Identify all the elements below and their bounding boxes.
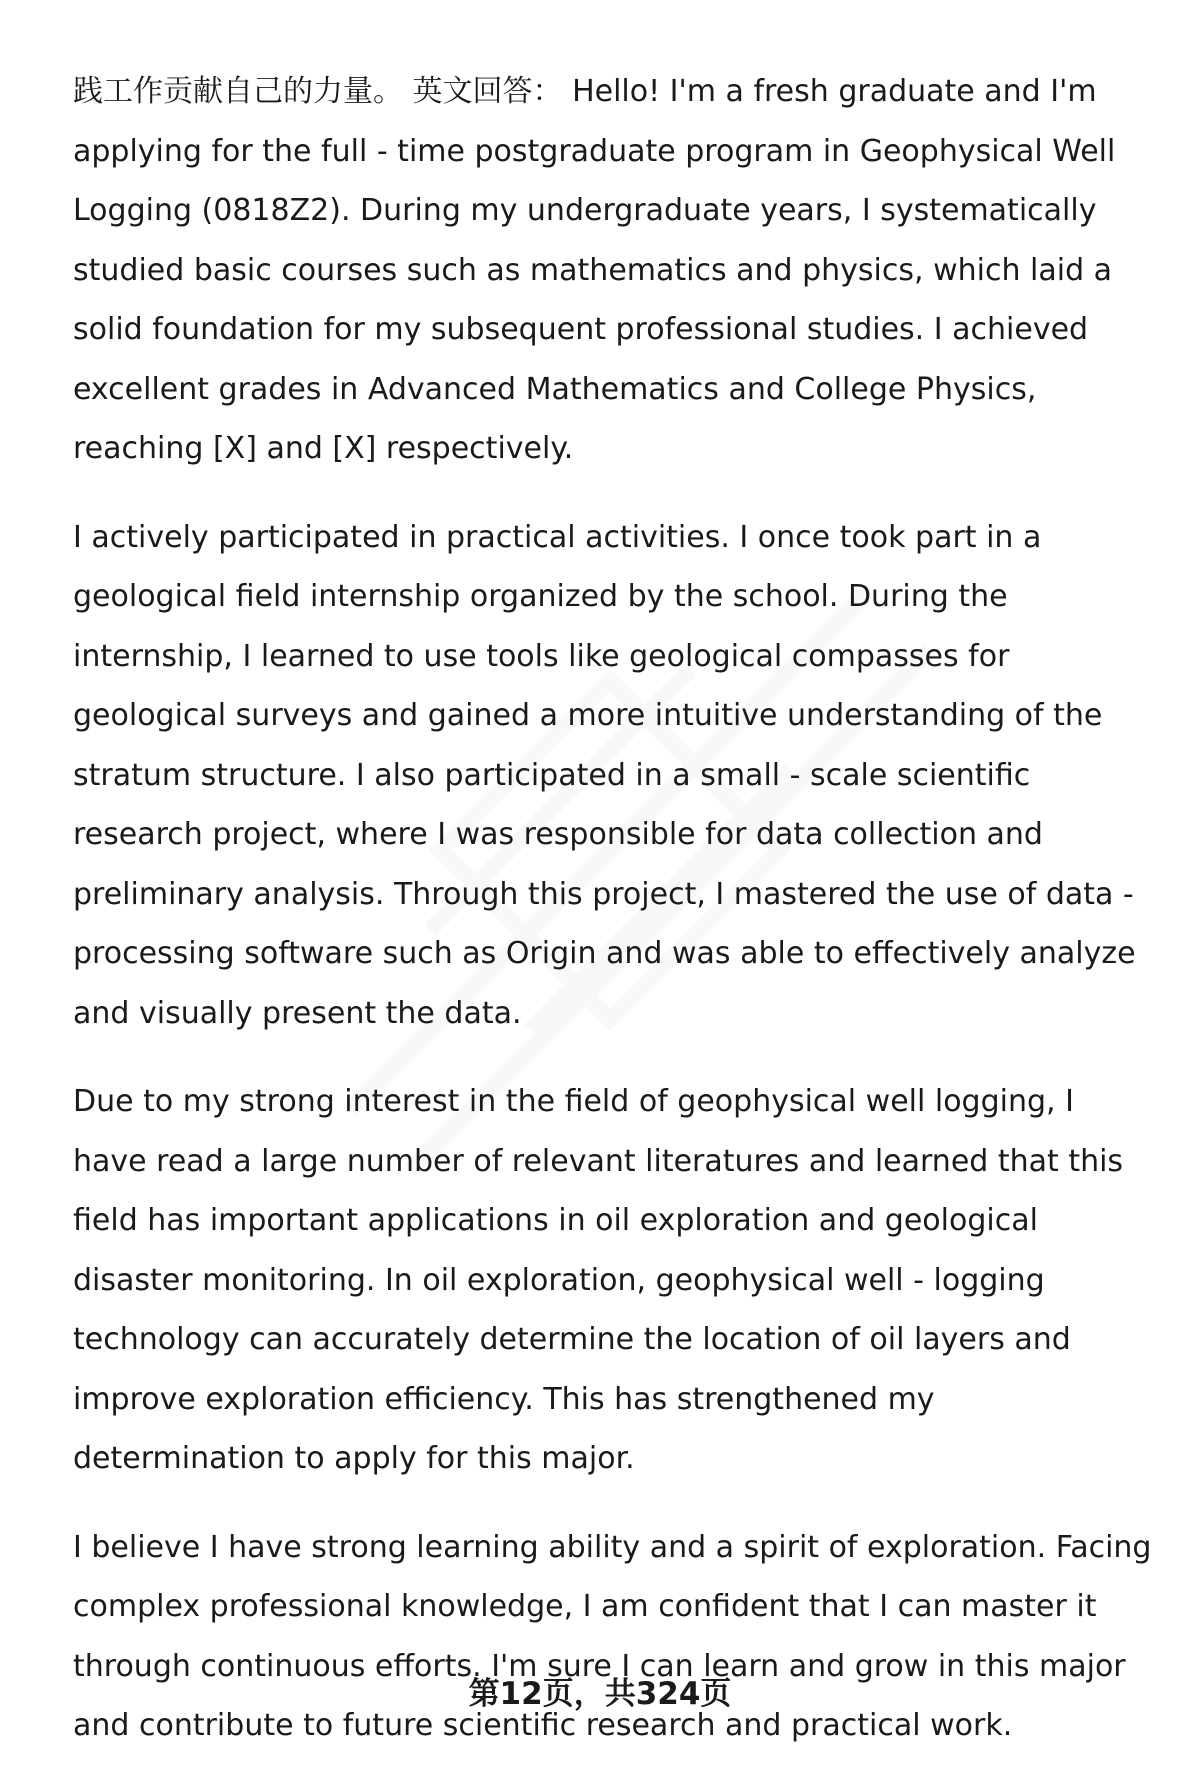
page-number-footer: 第12页，共324页 — [468, 1676, 732, 1712]
paragraph-3: Due to my strong interest in the field of geophysical well logging, I have read a large number of relevant literatures and learned that this field has important applications in oil exploration and geological disaster monitoring. In oil exploration, geophysical well - logging technology can accurately determine the location of oil layers and improve exploration efficiency. This has strengthened my determination to apply for this major. — [73, 1084, 1124, 1476]
paragraph-4: I believe I have strong learning ability and a spirit of exploration. Facing complex professional knowledge, I am confident that I can master it through continuous efforts. I'm sure I can learn and grow in this major and contribute to future scientific research and practical work. — [73, 1529, 1152, 1743]
document-body — [73, 62, 1153, 1785]
paragraph-2: I actively participated in practical activities. I once took part in a geological field internship organized by the school. During the internship, I learned to use tools like geological compasses for geological surveys and gained a more intuitive understanding of the stratum structure. I also participated in a small - scale scientific research project, where I was responsible for data collection and preliminary analysis. Through this project, I mastered the use of data - processing software such as Origin and was able to effectively analyze and visually present the data. — [73, 519, 1136, 1031]
paragraph-1: 践工作贡献自己的力量。 英文回答： Hello! I'm a fresh graduate and I'm applying for the full - time postgraduate program in Geophysical Well Logging (0818Z2). During my undergraduate years, I systematically studied basic courses such as mathematics and physics, which laid a solid foundation for my subsequent professional studies. I achieved excellent grades in Advanced Mathematics and College Physics, reaching [X] and [X] respectively. — [73, 74, 1116, 466]
